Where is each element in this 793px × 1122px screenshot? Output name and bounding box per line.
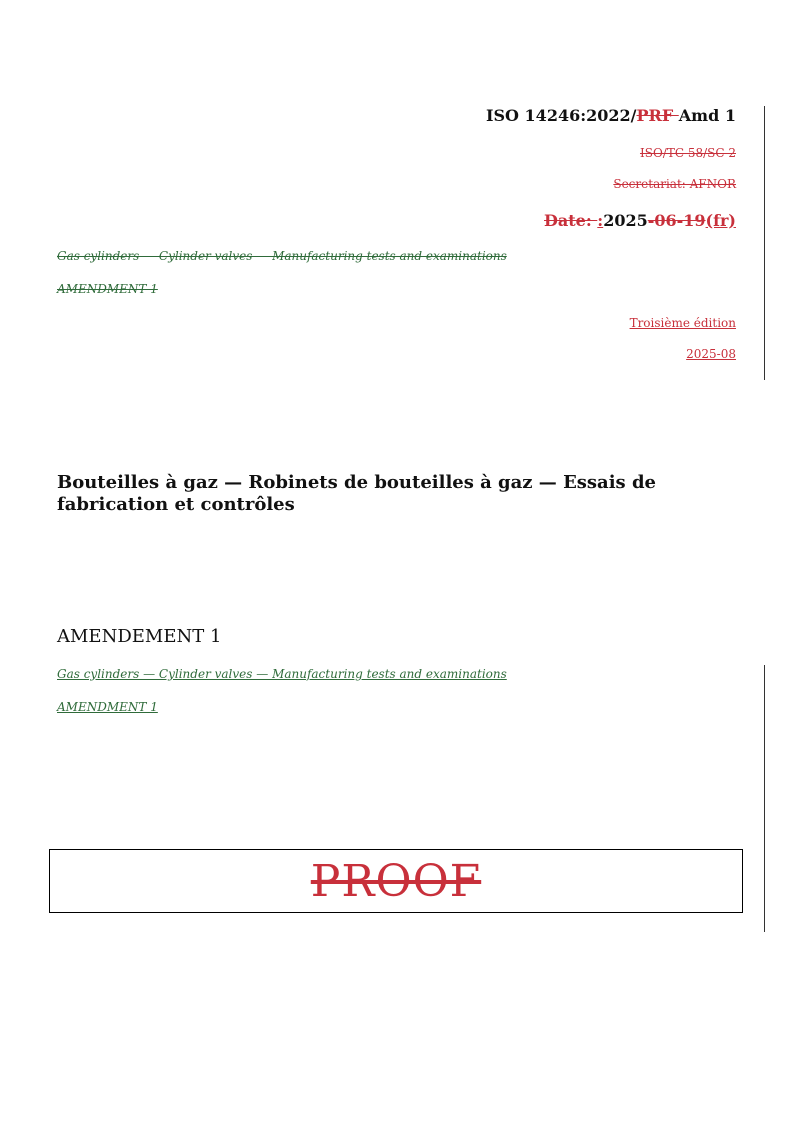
amendment-french: AMENDEMENT 1	[57, 626, 222, 647]
old-english-amendment: AMENDMENT 1	[57, 282, 158, 296]
date-colon-inserted: :	[597, 211, 604, 230]
document-reference	[486, 106, 736, 125]
date-suffix-deleted: -06-19	[647, 211, 706, 230]
main-title-french: Bouteilles à gaz — Robinets de bouteilles à gaz — Essais de fabrication et contrôles	[57, 472, 656, 515]
doc-ref-suffix: Amd 1	[678, 106, 736, 125]
change-bar-top	[764, 106, 765, 380]
edition-date: 2025-08	[686, 347, 736, 361]
change-bar-bottom	[764, 665, 765, 932]
proof-box	[49, 849, 743, 913]
english-title: Gas cylinders — Cylinder valves — Manufacturing tests and examinations	[57, 667, 507, 681]
doc-ref-deleted: PRF	[636, 106, 679, 125]
edition-label: Troisième édition	[629, 316, 736, 330]
language-inserted: (fr)	[705, 211, 736, 230]
english-amendment: AMENDMENT 1	[57, 700, 158, 714]
secretariat-deleted: Secretariat: AFNOR	[613, 177, 736, 191]
doc-ref-prefix: ISO 14246:2022/	[486, 106, 637, 125]
date-label-deleted: Date:	[544, 211, 598, 230]
old-english-title: Gas cylinders — Cylinder valves — Manufacturing tests and examinations	[57, 249, 507, 263]
committee-deleted: ISO/TC 58/SC 2	[639, 146, 736, 160]
date-year: 2025	[603, 211, 648, 230]
proof-label: PROOF	[310, 855, 482, 907]
date-line	[544, 211, 736, 230]
